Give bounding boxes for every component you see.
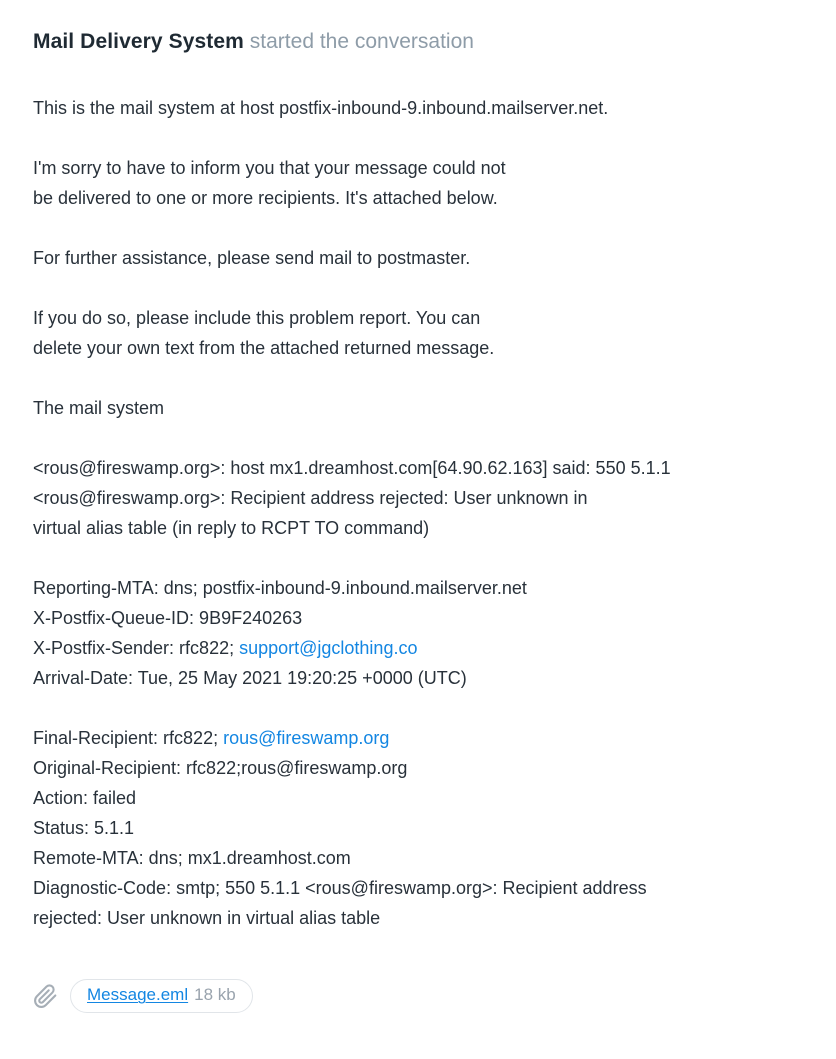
attachment-filename[interactable]: Message.eml [87, 985, 189, 1004]
message-text: Original-Recipient: rfc822;rous@fireswamp.org [33, 758, 408, 778]
message-text: Arrival-Date: Tue, 25 May 2021 19:20:25 +0000 (UTC) [33, 668, 467, 688]
message-text: I'm sorry to have to inform you that your message could not [33, 158, 506, 178]
message-text: <rous@fireswamp.org>: Recipient address rejected: User unknown in [33, 488, 588, 508]
attachment-row [33, 979, 803, 1013]
conversation-header [33, 26, 803, 57]
message-text: X-Postfix-Queue-ID: 9B9F240263 [33, 608, 303, 628]
message-text: Final-Recipient: rfc822; [33, 728, 224, 748]
message-text: be delivered to one or more recipients. It's attached below. [33, 188, 498, 208]
message-text: Reporting-MTA: dns; postfix-inbound-9.inbound.mailserver.net [33, 578, 527, 598]
message-text: rejected: User unknown in virtual alias table [33, 908, 381, 928]
message-paragraph [33, 723, 803, 933]
message-text: virtual alias table (in reply to RCPT TO command) [33, 518, 430, 538]
message-text: If you do so, please include this problem report. You can [33, 308, 481, 328]
attachment-chip[interactable] [70, 979, 253, 1013]
conversation-started-label: started the conversation [249, 30, 474, 53]
message-text: For further assistance, please send mail to postmaster. [33, 248, 471, 268]
message-text: <rous@fireswamp.org>: host mx1.dreamhost.com[64.90.62.163] said: 550 5.1.1 [33, 458, 671, 478]
paperclip-icon [33, 984, 58, 1009]
message-text: The mail system [33, 398, 165, 418]
email-link[interactable]: rous@fireswamp.org [223, 728, 390, 748]
message-text: delete your own text from the attached returned message. [33, 338, 495, 358]
message-paragraph [33, 393, 803, 423]
message-paragraph [33, 573, 803, 693]
message-paragraph [33, 153, 803, 213]
email-link[interactable]: support@jgclothing.co [239, 638, 418, 658]
message-text: This is the mail system at host postfix-inbound-9.inbound.mailserver.net. [33, 98, 609, 118]
message-text: X-Postfix-Sender: rfc822; [33, 638, 240, 658]
message-paragraph [33, 303, 803, 363]
attachment-size: 18 kb [194, 985, 236, 1004]
message-text: Diagnostic-Code: smtp; 550 5.1.1 <rous@fireswamp.org>: Recipient address [33, 878, 647, 898]
message-paragraph [33, 243, 803, 273]
message-text: Status: 5.1.1 [33, 818, 135, 838]
message-body [33, 93, 803, 933]
message-paragraph [33, 93, 803, 123]
message-paragraph [33, 453, 803, 543]
sender-name: Mail Delivery System [33, 30, 244, 53]
message-text: Remote-MTA: dns; mx1.dreamhost.com [33, 848, 351, 868]
message-text: Action: failed [33, 788, 137, 808]
